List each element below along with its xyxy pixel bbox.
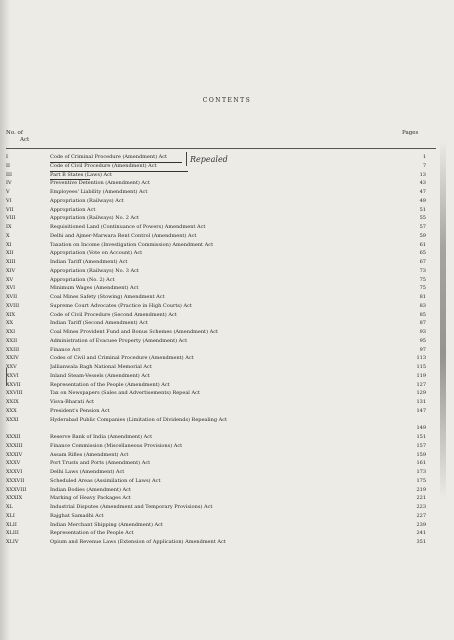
act-number: XXXVIII (6, 486, 27, 493)
act-title: Supreme Court Advocates (Practice in High Courts) Act (50, 302, 192, 309)
contents-entry (6, 486, 436, 495)
act-title: Codes of Civil and Criminal Procedure (Amendment) Act (50, 355, 194, 362)
act-number: I (6, 154, 8, 160)
page-number: 51 (419, 206, 426, 213)
page-number: 67 (419, 259, 426, 265)
contents-entry (6, 337, 436, 346)
act-title: Inland Steam-Vessels (Amendment) Act (50, 372, 150, 379)
act-title: Visva-Bharati Act (50, 399, 95, 405)
contents-entry (6, 398, 436, 407)
act-number: XXVIII (6, 390, 23, 397)
contents-entry (6, 512, 436, 521)
act-title: Finance Commission (Miscellaneous Provisions) Act (50, 442, 183, 449)
act-number: XXIV (6, 355, 19, 362)
page-number: 351 (416, 539, 426, 545)
act-title: Indian Bodies (Amendment) Act (50, 486, 131, 493)
act-number: V (6, 189, 10, 195)
act-number: XXVI (6, 372, 19, 379)
page-number: 13 (419, 171, 426, 178)
contents-entry (6, 179, 436, 188)
act-number: III (6, 171, 12, 178)
contents-entry (6, 197, 436, 206)
contents-entry (6, 529, 436, 538)
column-header-pages: Pages (402, 130, 419, 136)
act-title: Code of Civil Procedure (Amendment) Act (50, 162, 157, 169)
page-number: 1 (422, 154, 426, 160)
contents-entry (6, 477, 436, 486)
page-number: 87 (419, 320, 426, 327)
act-number: XXI (6, 329, 16, 335)
contents-entry (6, 241, 436, 250)
act-title: Appropriation (Vote on Account) Act (50, 250, 143, 257)
act-number: XXVII (6, 381, 21, 388)
contents-entry (6, 459, 436, 468)
act-title: Coal Mines Safety (Stowing) Amendment Act (50, 294, 165, 300)
act-number: XVII (6, 294, 18, 300)
act-title: Opium and Revenue Laws (Extension of Application) Amendment Act (50, 539, 226, 545)
page-number: 149 (416, 425, 426, 432)
page-number: 75 (419, 285, 426, 292)
act-title: Appropriation (Railways) Act (50, 197, 124, 204)
margin-line (6, 368, 33, 386)
act-title: Delhi and Ajmer-Marwara Rent Control (Amendment) Act (50, 232, 197, 239)
act-number: XLIV (6, 539, 19, 545)
contents-entry (6, 284, 436, 293)
act-title: President's Pension Act (50, 407, 110, 414)
page-number: 227 (416, 512, 426, 519)
contents-entry (6, 442, 436, 451)
underline-mark (50, 162, 182, 163)
contents-entry (6, 319, 436, 328)
act-title: Hyderabad Public Companies (Limitation of Dividends) Repealing Act (50, 416, 228, 423)
act-number: XLII (6, 521, 17, 528)
page-number: 161 (416, 460, 426, 467)
header-rule (6, 148, 436, 149)
act-title: Code of Criminal Procedure (Amendment) Act (50, 154, 168, 160)
act-title: Scheduled Areas (Assimilation of Laws) Act (50, 477, 161, 484)
page-number: 59 (419, 232, 426, 239)
act-title: Requisitioned Land (Continuance of Powers) Amendment Act (50, 224, 206, 230)
page-number: 95 (419, 337, 426, 344)
page-number: 239 (416, 521, 426, 528)
contents-entry (6, 416, 436, 434)
page-number: 47 (419, 189, 426, 195)
contents-entry (6, 521, 436, 530)
act-number: XLI (6, 512, 15, 519)
act-title: Part B States (Laws) Act (50, 171, 112, 178)
page-number: 49 (419, 197, 426, 204)
contents-entry (6, 214, 436, 223)
act-number: XLIII (6, 530, 19, 537)
act-title: Taxation on Income (Investigation Commission) Amendment Act (50, 241, 214, 248)
page-number: 175 (416, 477, 426, 484)
act-number: XXXVII (6, 477, 25, 484)
act-number: X (6, 232, 10, 239)
column-header-act-number-line1: No. of (6, 130, 23, 136)
contents-entry (6, 433, 436, 442)
contents-entry (6, 503, 436, 512)
contents-entry (6, 372, 436, 381)
page-number: 159 (416, 451, 426, 458)
contents-entry (6, 223, 436, 232)
underline-mark (50, 179, 90, 180)
act-title: Administration of Evacuee Property (Amendment) Act (50, 337, 188, 344)
page-number: 241 (416, 530, 426, 537)
act-number: XXXI (6, 416, 19, 423)
page-number: 83 (419, 302, 426, 309)
act-number: VIII (6, 215, 16, 222)
act-number: XXX (6, 407, 17, 414)
act-number: VII (6, 206, 14, 213)
page-number: 219 (416, 486, 426, 493)
act-title: Appropriation (No. 2) Act (50, 276, 115, 283)
act-number: XVIII (6, 302, 20, 309)
act-title: Marking of Heavy Packages Act (50, 495, 131, 502)
contents-entry (6, 494, 436, 503)
contents-entry (6, 302, 436, 311)
act-title: Indian Tariff (Second Amendment) Act (50, 320, 148, 327)
act-title: Minimum Wages (Amendment) Act (50, 285, 139, 292)
contents-entry (6, 407, 436, 416)
act-number: IX (6, 224, 12, 230)
act-number: XII (6, 250, 14, 257)
page-number: 157 (416, 442, 426, 449)
contents-entry (6, 249, 436, 258)
page-number: 223 (416, 504, 426, 510)
contents-entry (6, 276, 436, 285)
act-number: XI (6, 241, 12, 248)
act-title: Industrial Disputes (Amendment and Temporary Provisions) Act (50, 504, 213, 510)
act-title: Jallianwala Bagh National Memorial Act (50, 364, 152, 370)
act-number: XIX (6, 311, 16, 318)
act-number: XXXIII (6, 442, 23, 449)
act-number: XIV (6, 267, 16, 274)
page-number: 61 (419, 241, 426, 248)
contents-entry (6, 267, 436, 276)
contents-entry (6, 188, 436, 197)
column-header-act-number-line2: Act (20, 137, 30, 143)
page-number: 73 (419, 267, 426, 274)
page-number: 55 (419, 215, 426, 222)
act-title: Indian Merchant Shipping (Amendment) Act (50, 521, 163, 528)
page-number: 173 (416, 469, 426, 475)
page-number: 43 (419, 180, 426, 187)
act-number: XX (6, 320, 14, 327)
contents-entry (6, 354, 436, 363)
act-number: XXXV (6, 460, 21, 467)
page-number: 97 (419, 346, 426, 353)
act-title: Finance Act (50, 346, 81, 353)
page-number: 129 (416, 390, 426, 397)
act-number: XV (6, 276, 14, 283)
act-title: Appropriation (Railways) No. 3 Act (50, 267, 139, 274)
act-number: XXV (6, 364, 17, 370)
act-title: Delhi Laws (Amendment) Act (50, 469, 125, 475)
page-number: 113 (416, 355, 426, 362)
contents-entry (6, 346, 436, 355)
page-number: 93 (419, 329, 426, 335)
page-number: 7 (422, 162, 426, 169)
act-title: Code of Civil Procedure (Second Amendment) Act (50, 311, 177, 318)
page-number: 65 (419, 250, 426, 257)
act-number: XXXII (6, 434, 21, 440)
page-number: 127 (416, 381, 426, 388)
act-title: Indian Tariff (Amendment) Act (50, 259, 128, 265)
act-title: Representation of the People (Amendment) Act (50, 381, 170, 388)
underline-mark (50, 171, 188, 172)
page-number: 57 (419, 224, 426, 230)
contents-entry (6, 381, 436, 390)
page-number: 131 (416, 399, 426, 405)
contents-entry (6, 293, 436, 302)
contents-entry (6, 328, 436, 337)
page-number: 221 (416, 495, 426, 502)
act-number: XXXVI (6, 469, 23, 475)
contents-entry (6, 258, 436, 267)
act-number: XVI (6, 285, 16, 292)
act-title: Rajghat Samadhi Act (50, 512, 104, 519)
page-number: 81 (419, 294, 426, 300)
act-title: Employees' Liability (Amendment) Act (50, 189, 148, 195)
act-title: Appropriation (Railways) No. 2 Act (50, 215, 139, 222)
act-number: VI (6, 197, 12, 204)
page-number: 85 (419, 311, 426, 318)
contents-entry (6, 232, 436, 241)
act-title: Appropriation Act (50, 206, 96, 213)
act-number: XXIII (6, 346, 20, 353)
page-title: CONTENTS (202, 97, 252, 104)
contents-entry (6, 363, 436, 372)
handwritten-annotation: Repealed (190, 155, 228, 164)
act-title: Assam Rifles (Amendment) Act (50, 451, 129, 458)
act-number: IV (6, 180, 12, 187)
act-number: XIII (6, 259, 16, 265)
act-title: Tax on Newspapers (Sales and Advertisements) Repeal Act (50, 390, 200, 397)
act-number: XXIX (6, 399, 19, 405)
act-title: Coal Mines Provident Fund and Bonus Schemes (Amendment) Act (50, 329, 219, 335)
act-title: Reserve Bank of India (Amendment) Act (50, 434, 153, 440)
page-number: 119 (416, 372, 426, 379)
contents-entry (6, 206, 436, 215)
page-number: 147 (416, 407, 426, 414)
contents-entry (6, 311, 436, 320)
act-number: XXXIX (6, 495, 23, 502)
column-header-act-number (6, 130, 29, 144)
contents-list (6, 153, 436, 547)
contents-entry (6, 538, 436, 547)
contents-entry (6, 468, 436, 477)
contents-entry (6, 451, 436, 460)
act-title: Preventive Detention (Amendment) Act (50, 180, 150, 187)
act-number: XXXIV (6, 451, 23, 458)
page-number: 75 (419, 276, 426, 283)
act-number: XXII (6, 337, 18, 344)
contents-entry (6, 389, 436, 398)
page-number: 115 (416, 364, 426, 370)
act-title: Representation of the People Act (50, 530, 134, 537)
scan-artifact (440, 140, 446, 500)
act-number: II (6, 162, 10, 169)
act-title: Port Trusts and Ports (Amendment) Act (50, 460, 151, 467)
page-number: 151 (416, 434, 426, 440)
act-number: XL (6, 504, 13, 510)
